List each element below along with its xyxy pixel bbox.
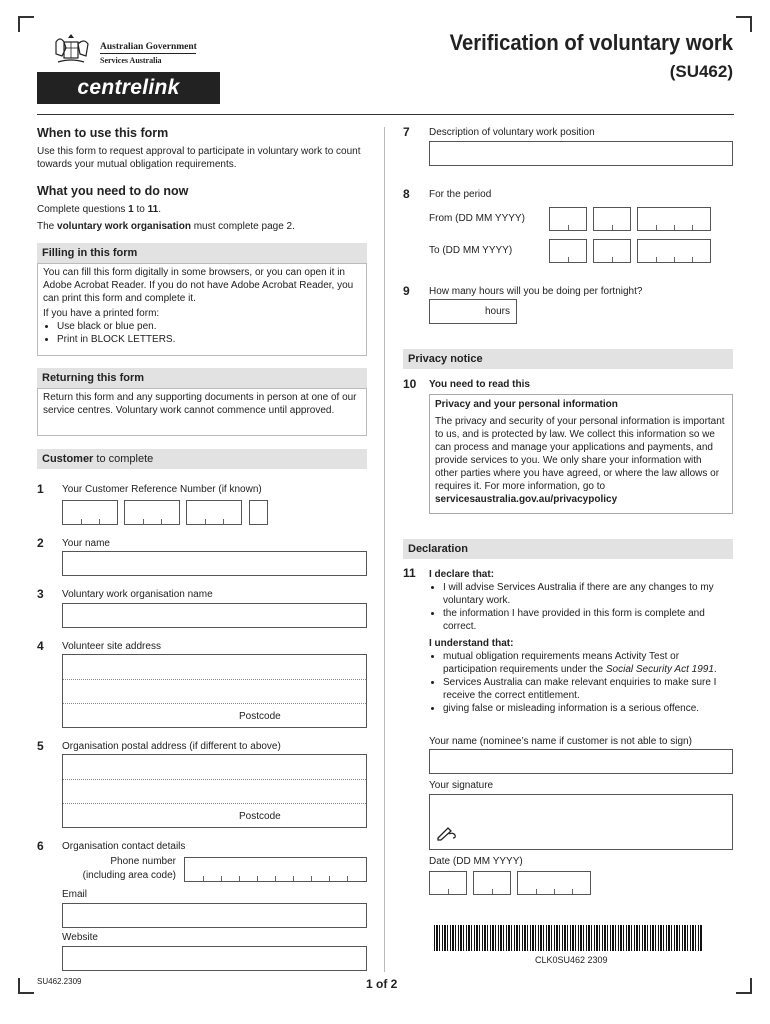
understand-heading: I understand that: [429,638,514,649]
declarant-name-label: Your name (nominee’s name if customer is not able to sign) [429,736,692,747]
list-item: • I will advise Services Australia if there are any changes to my voluntary work. [443,581,733,607]
gov-divider [100,53,196,54]
from-month-box[interactable] [593,207,631,231]
email-field[interactable] [62,903,367,928]
q7-number: 7 [403,125,410,139]
q4-label: Volunteer site address [62,641,161,652]
q4-postcode-label: Postcode [239,711,281,722]
q5-postcode-label: Postcode [239,811,281,822]
q11-number: 11 [403,566,416,580]
column-divider [384,127,385,972]
date-label: Date (DD MM YYYY) [429,856,523,867]
returning-text: Return this form and any supporting documents in person at one of our service centres. Voluntary work cannot commence until approved. [37,388,367,436]
from-date-label: From (DD MM YYYY) [429,213,525,224]
q5-label: Organisation postal address (if different to above) [62,741,281,752]
what-text-1: Complete questions 1 to 11. [37,204,161,215]
privacy-box [429,394,733,514]
gov-line2: Services Australia [100,56,162,65]
q9-label: How many hours will you be doing per fortnight? [429,286,643,297]
crop-mark-top-right [736,16,752,32]
gov-line1: Australian Government [100,42,197,52]
declarant-name-field[interactable] [429,749,733,774]
website-label: Website [62,932,98,943]
privacy-box-title: Privacy and your personal information [435,399,618,410]
sign-day-box[interactable] [429,871,467,895]
to-year-box[interactable] [637,239,711,263]
crop-mark-bottom-right [736,978,752,994]
when-heading: When to use this form [37,126,169,140]
q2-label: Your name [62,538,110,549]
q2-number: 2 [37,536,44,550]
coat-of-arms-icon [48,34,94,75]
to-month-box[interactable] [593,239,631,263]
q1-number: 1 [37,482,44,496]
list-item: • the information I have provided in this form is complete and correct. [443,607,733,633]
organisation-name-field[interactable] [62,603,367,628]
from-year-box[interactable] [637,207,711,231]
signature-label: Your signature [429,780,494,791]
filling-text: You can fill this form digitally in some browsers, or you can open it in Adobe Acrobat Reader. If you do not have Adobe Acrobat Reader, you can print this form and complete it. [43,267,354,304]
hours-field[interactable] [429,299,517,324]
crop-mark-top-left [18,16,34,32]
q4-number: 4 [37,639,44,653]
sign-year-box[interactable] [517,871,591,895]
form-reference: SU462.2309 [37,977,82,986]
to-day-box[interactable] [549,239,587,263]
when-text: Use this form to request approval to participate in voluntary work to count towards your mutual obligation requirements. [37,146,361,170]
declaration-heading: Declaration [403,539,733,559]
q8-label: For the period [429,189,492,200]
declaration-body [429,568,733,715]
crn-box-2[interactable] [124,500,180,525]
name-field[interactable] [62,551,367,576]
list-item: • Print in BLOCK LETTERS. [57,333,361,346]
q6-number: 6 [37,839,44,853]
postal-address-field[interactable] [62,754,367,828]
q3-label: Voluntary work organisation name [62,589,213,600]
q3-number: 3 [37,587,44,601]
form-code: (SU462) [669,62,733,81]
printed-list [43,320,361,346]
q9-number: 9 [403,284,410,298]
customer-heading: Customer to complete [37,449,367,469]
crn-box-3[interactable] [186,500,242,525]
page-number: 1 of 2 [366,977,398,991]
what-heading: What you need to do now [37,184,189,198]
filling-heading: Filling in this form [37,243,367,263]
privacy-heading: Privacy notice [403,349,733,369]
brand-name: centrelink [77,76,180,99]
barcode-text: CLK0SU462 2309 [535,955,608,965]
crn-box-4[interactable] [249,500,268,525]
understand-list [429,650,733,715]
pen-icon [436,825,458,846]
header-rule [37,114,734,115]
filling-box [37,263,367,356]
list-item: • mutual obligation requirements means Activity Test or participation requirements under the Social Security Act 1991. [443,650,733,676]
privacy-link[interactable]: servicesaustralia.gov.au/privacypolicy [435,494,618,505]
q10-label: You need to read this [429,379,530,390]
q8-number: 8 [403,187,410,201]
site-address-field[interactable] [62,654,367,728]
to-date-label: To (DD MM YYYY) [429,245,513,256]
crop-mark-bottom-left [18,978,34,994]
phone-label: Phone number (including area code) [82,856,176,881]
from-day-box[interactable] [549,207,587,231]
printed-intro: If you have a printed form: [43,308,160,319]
barcode [434,925,702,951]
signature-field[interactable] [429,794,733,850]
q10-number: 10 [403,377,417,391]
centrelink-logo [37,72,220,104]
hours-unit: hours [484,306,510,317]
phone-field[interactable] [184,857,367,882]
list-item: • Use black or blue pen. [57,320,361,333]
q5-number: 5 [37,739,44,753]
declare-heading: I declare that: [429,569,495,580]
returning-heading: Returning this form [37,368,367,388]
work-description-field[interactable] [429,141,733,166]
declare-list [429,581,733,633]
q6-label: Organisation contact details [62,841,186,852]
page-title: Verification of voluntary work [449,30,733,55]
what-text-2: The voluntary work organisation must complete page 2. [37,221,295,232]
list-item: • Services Australia can make relevant enquiries to make sure I receive the correct entitlement. [443,676,733,702]
privacy-box-text: The privacy and security of your personal information is important to us, and is protected by law. We collect this information so we can process and manage your applications and payments, and provide services to you. We only share your information with other parties where you have agreed, or where the law allows or requires it. For more information, go to servicesaustralia.gov.au/privacypolicy [435,416,725,505]
list-item: • giving false or misleading information is a serious offence. [443,702,733,715]
crn-box-1[interactable] [62,500,118,525]
q1-label: Your Customer Reference Number (if known) [62,484,262,495]
q7-label: Description of voluntary work position [429,127,595,138]
email-label: Email [62,889,88,900]
sign-month-box[interactable] [473,871,511,895]
website-field[interactable] [62,946,367,971]
